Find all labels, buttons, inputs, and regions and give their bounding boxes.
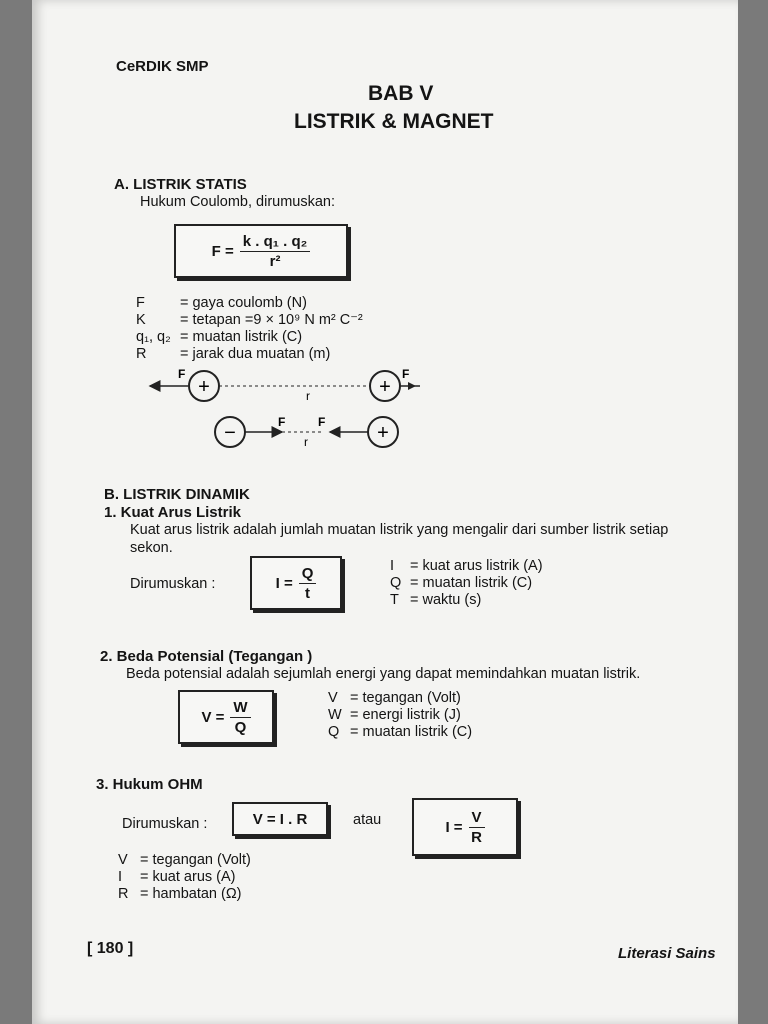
legend-row — [118, 852, 255, 869]
arrowhead — [408, 382, 416, 390]
legend-symbol: K — [136, 312, 146, 328]
formula-fraction — [240, 233, 311, 270]
legend-row — [118, 886, 255, 903]
page-number: [ 180 ] — [87, 940, 134, 957]
sub2-desc: Beda potensial adalah sejumlah energi yang dapat memindahkan muatan listrik. — [126, 666, 641, 682]
legend-desc: = gaya coulomb (N) — [180, 295, 307, 311]
coulomb-legend — [136, 295, 367, 363]
legend-row — [118, 869, 255, 886]
formula-numerator: Q — [299, 565, 317, 584]
sub1-title: 1. Kuat Arus Listrik — [104, 504, 241, 521]
ohm-formula-box — [232, 802, 328, 836]
distance-label: r — [304, 435, 308, 449]
current-formula-box — [250, 556, 342, 610]
legend-symbol: W — [328, 707, 342, 723]
charge-sign: + — [379, 376, 391, 398]
legend-desc: = jarak dua muatan (m) — [180, 346, 331, 362]
formula-lhs: I = — [445, 818, 463, 836]
sub1-label: Dirumuskan : — [130, 576, 216, 592]
legend-symbol: T — [390, 592, 399, 608]
legend-desc: = kuat arus listrik (A) — [410, 558, 543, 574]
charge-sign: + — [198, 376, 210, 398]
chapter-title: LISTRIK & MAGNET — [294, 110, 494, 133]
series-header: CeRDIK SMP — [116, 58, 209, 75]
legend-desc: = tegangan (Volt) — [140, 852, 251, 868]
book-page — [32, 0, 738, 1024]
legend-row — [328, 707, 476, 724]
sub1-desc-line1: Kuat arus listrik adalah jumlah muatan listrik yang mengalir dari sumber listrik setiap — [130, 522, 669, 538]
force-label: F — [402, 367, 410, 381]
legend-row — [390, 558, 547, 575]
legend-symbol: R — [118, 886, 129, 902]
formula-lhs: F = — [211, 242, 234, 260]
force-label: F — [278, 415, 286, 429]
charge-force-diagram — [140, 364, 420, 456]
formula-numerator: W — [230, 699, 250, 718]
formula-fraction — [230, 699, 250, 736]
legend-desc: = kuat arus (A) — [140, 869, 236, 885]
legend-symbol: R — [136, 346, 147, 362]
formula-denominator: r² — [269, 252, 281, 270]
legend-desc: = energi listrik (J) — [350, 707, 461, 723]
legend-row — [328, 690, 476, 707]
sub1-desc-line2: sekon. — [130, 540, 173, 556]
charge-sign: − — [224, 422, 236, 444]
formula-denominator: R — [471, 828, 482, 846]
legend-row — [328, 724, 476, 741]
charge-sign: + — [377, 422, 389, 444]
ohm-formula: V = I . R — [252, 810, 308, 828]
section-a-title: A. LISTRIK STATIS — [114, 176, 247, 193]
legend-symbol: I — [118, 869, 123, 885]
legend-desc: = muatan listrik (C) — [410, 575, 533, 591]
legend-row — [136, 312, 367, 329]
formula-numerator: k . q₁ . q₂ — [240, 233, 311, 252]
legend-row — [390, 592, 547, 609]
legend-desc: = tetapan =9 × 10⁹ N m² C⁻² — [180, 312, 363, 328]
legend-symbol: F — [136, 295, 145, 311]
formula-denominator: t — [305, 584, 311, 602]
book-title: Literasi Sains — [618, 945, 716, 962]
legend-symbol: q₁, q₂ — [136, 329, 171, 345]
legend-row — [136, 346, 367, 363]
distance-label: r — [306, 389, 310, 403]
voltage-legend — [328, 690, 476, 741]
section-b-title: B. LISTRIK DINAMIK — [104, 486, 250, 503]
sub2-title: 2. Beda Potensial (Tegangan ) — [100, 648, 313, 665]
legend-row — [390, 575, 547, 592]
ohm-legend — [118, 852, 255, 903]
legend-symbol: Q — [390, 575, 402, 591]
legend-symbol: V — [118, 852, 128, 868]
coulomb-formula-box — [174, 224, 348, 278]
formula-lhs: V = — [201, 708, 225, 726]
legend-row — [136, 295, 367, 312]
legend-row — [136, 329, 367, 346]
legend-symbol: V — [328, 690, 338, 706]
force-label: F — [318, 415, 326, 429]
attraction-row — [215, 415, 398, 449]
formula-denominator: Q — [234, 718, 247, 736]
formula-numerator: V — [469, 809, 485, 828]
formula-fraction — [469, 809, 485, 846]
current-legend — [390, 558, 547, 609]
legend-desc: = muatan listrik (C) — [350, 724, 473, 740]
legend-symbol: Q — [328, 724, 340, 740]
section-a-intro: Hukum Coulomb, dirumuskan: — [140, 194, 336, 210]
formula-lhs: I = — [275, 574, 293, 592]
sub3-title: 3. Hukum OHM — [96, 776, 203, 793]
repulsion-row — [150, 367, 420, 403]
force-label: F — [178, 367, 186, 381]
sub3-label: Dirumuskan : — [122, 816, 208, 832]
chapter-number: BAB V — [368, 82, 434, 105]
legend-desc: = waktu (s) — [410, 592, 482, 608]
ohm-formula-alt-box — [412, 798, 518, 856]
formula-fraction — [299, 565, 317, 602]
legend-desc: = hambatan (Ω) — [140, 886, 242, 902]
voltage-formula-box — [178, 690, 274, 744]
or-text: atau — [353, 812, 382, 828]
legend-symbol: I — [390, 558, 395, 574]
legend-desc: = tegangan (Volt) — [350, 690, 461, 706]
legend-desc: = muatan listrik (C) — [180, 329, 303, 345]
